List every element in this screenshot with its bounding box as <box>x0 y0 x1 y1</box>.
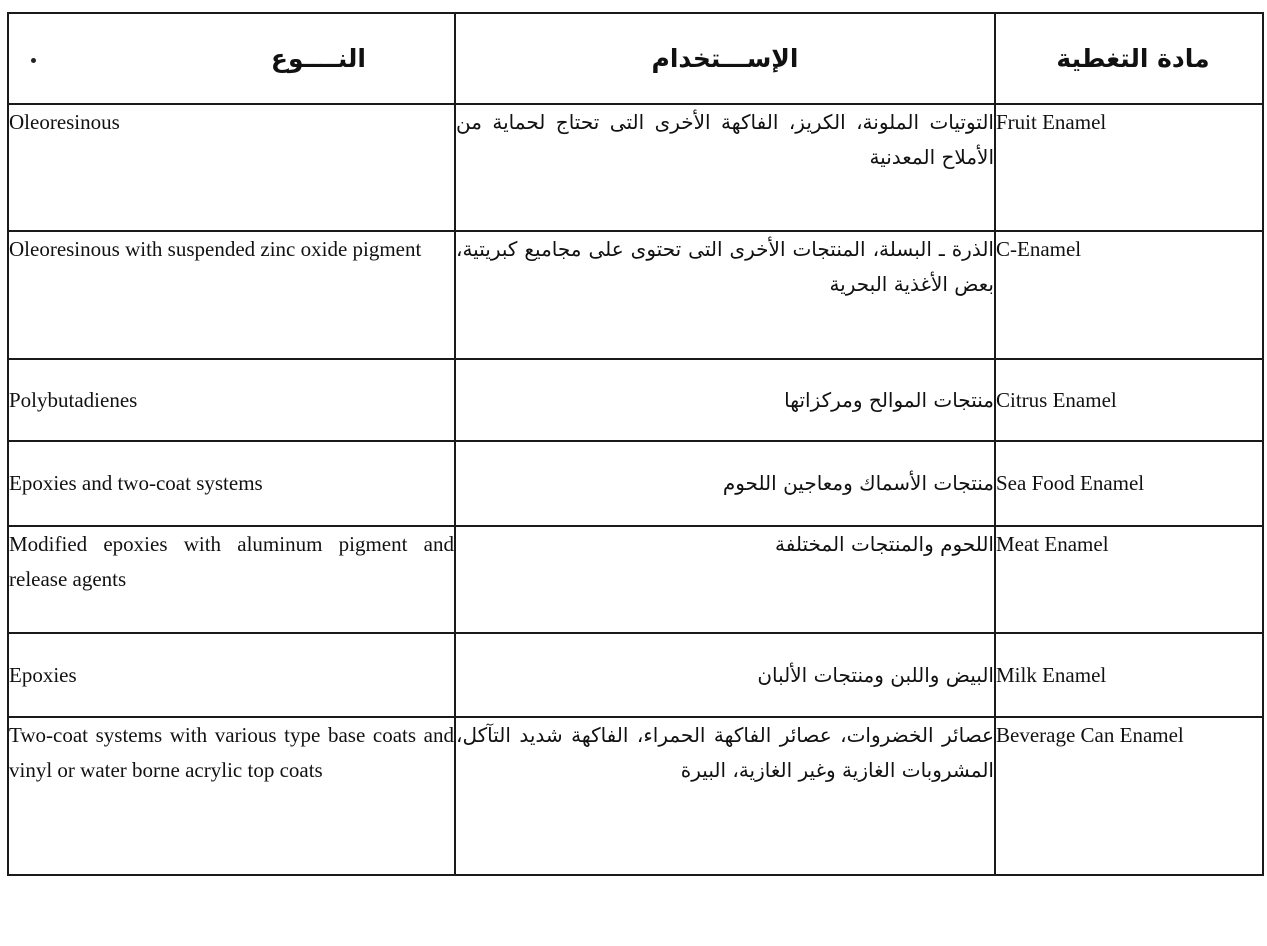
usage-cell: عصائر الخضروات، عصائر الفاكهة الحمراء، الفاكهة شديد التآكل، المشروبات الغازية وغير الغازية، البيرة <box>455 717 995 875</box>
header-usage-label: الإســـتخدام <box>651 44 799 73</box>
type-cell: Modified epoxies with aluminum pigment and release agents <box>8 526 455 633</box>
material-cell: Beverage Can Enamel <box>995 717 1263 875</box>
usage-cell: الذرة ـ البسلة، المنتجات الأخرى التى تحتوى على مجاميع كبريتية، بعض الأغذية البحرية <box>455 231 995 359</box>
table-row <box>8 359 1263 441</box>
header-type-cell <box>8 13 455 104</box>
usage-cell: اللحوم والمنتجات المختلفة <box>455 526 995 633</box>
usage-cell: منتجات الموالح ومركزاتها <box>455 359 995 441</box>
coating-materials-table <box>7 12 1264 876</box>
usage-cell: منتجات الأسماك ومعاجين اللحوم <box>455 441 995 526</box>
table-row <box>8 104 1263 231</box>
type-cell: Polybutadienes <box>8 359 455 441</box>
table-row <box>8 633 1263 717</box>
header-dot-mark <box>31 58 36 63</box>
type-cell: Epoxies and two-coat systems <box>8 441 455 526</box>
header-material-label: مادة التغطية <box>1056 44 1210 73</box>
table-row <box>8 717 1263 875</box>
material-cell: Citrus Enamel <box>995 359 1263 441</box>
header-type-label: النــــوع <box>270 44 366 73</box>
material-cell: Milk Enamel <box>995 633 1263 717</box>
material-cell: Fruit Enamel <box>995 104 1263 231</box>
header-material-cell <box>995 13 1263 104</box>
table-row <box>8 526 1263 633</box>
usage-cell: البيض واللبن ومنتجات الألبان <box>455 633 995 717</box>
type-cell: Oleoresinous with suspended zinc oxide pigment <box>8 231 455 359</box>
material-cell: Meat Enamel <box>995 526 1263 633</box>
type-cell: Epoxies <box>8 633 455 717</box>
usage-cell: التوتيات الملونة، الكريز، الفاكهة الأخرى التى تحتاج لحماية من الأملاح المعدنية <box>455 104 995 231</box>
material-cell: C-Enamel <box>995 231 1263 359</box>
table-row <box>8 441 1263 526</box>
material-cell: Sea Food Enamel <box>995 441 1263 526</box>
header-row <box>8 13 1263 104</box>
header-usage-cell <box>455 13 995 104</box>
table-row <box>8 231 1263 359</box>
type-cell: Oleoresinous <box>8 104 455 231</box>
type-cell: Two-coat systems with various type base coats and vinyl or water borne acrylic top coats <box>8 717 455 875</box>
